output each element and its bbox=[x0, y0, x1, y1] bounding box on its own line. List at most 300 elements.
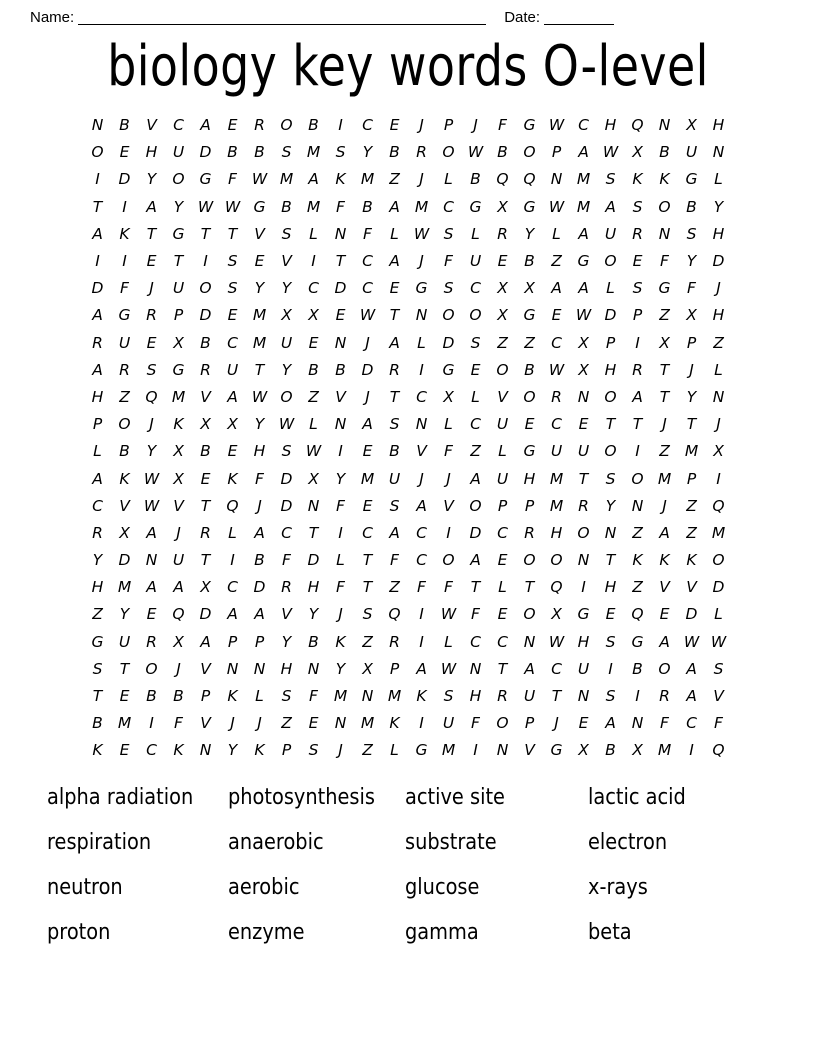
word-list-item[interactable]: respiration bbox=[47, 829, 152, 855]
grid-letter[interactable]: F bbox=[282, 551, 291, 570]
grid-letter[interactable]: X bbox=[173, 632, 184, 651]
grid-letter[interactable]: R bbox=[254, 116, 265, 135]
grid-letter[interactable]: E bbox=[551, 306, 562, 325]
grid-letter[interactable]: E bbox=[227, 116, 238, 135]
grid-letter[interactable]: X bbox=[578, 741, 589, 760]
grid-letter[interactable]: Z bbox=[119, 387, 130, 406]
grid-letter[interactable]: I bbox=[230, 551, 235, 570]
grid-letter[interactable]: W bbox=[224, 197, 241, 216]
grid-letter[interactable]: E bbox=[470, 360, 481, 379]
grid-letter[interactable]: R bbox=[200, 360, 211, 379]
grid-letter[interactable]: W bbox=[440, 605, 457, 624]
grid-letter[interactable]: T bbox=[335, 252, 346, 271]
grid-letter[interactable]: T bbox=[659, 360, 670, 379]
grid-letter[interactable]: A bbox=[308, 170, 319, 189]
grid-letter[interactable]: C bbox=[470, 279, 481, 298]
grid-letter[interactable]: H bbox=[550, 523, 563, 542]
grid-letter[interactable]: U bbox=[685, 143, 698, 162]
grid-letter[interactable]: B bbox=[119, 442, 130, 461]
grid-letter[interactable]: C bbox=[443, 197, 454, 216]
grid-letter[interactable]: S bbox=[227, 252, 238, 271]
grid-letter[interactable]: L bbox=[93, 442, 102, 461]
grid-letter[interactable]: X bbox=[632, 143, 643, 162]
grid-letter[interactable]: M bbox=[117, 578, 132, 597]
grid-letter[interactable]: I bbox=[419, 605, 424, 624]
grid-letter[interactable]: G bbox=[172, 360, 185, 379]
grid-letter[interactable]: Y bbox=[146, 442, 157, 461]
grid-letter[interactable]: G bbox=[685, 170, 698, 189]
grid-letter[interactable]: O bbox=[172, 170, 185, 189]
grid-letter[interactable]: A bbox=[254, 523, 265, 542]
grid-letter[interactable]: I bbox=[311, 252, 316, 271]
grid-letter[interactable]: I bbox=[149, 714, 154, 733]
grid-letter[interactable]: N bbox=[658, 224, 671, 243]
grid-letter[interactable]: H bbox=[91, 578, 104, 597]
word-list-item[interactable]: glucose bbox=[405, 874, 480, 900]
grid-letter[interactable]: L bbox=[228, 523, 237, 542]
grid-letter[interactable]: W bbox=[413, 224, 430, 243]
grid-letter[interactable]: A bbox=[659, 523, 670, 542]
grid-letter[interactable]: L bbox=[471, 387, 480, 406]
grid-letter[interactable]: O bbox=[442, 306, 455, 325]
grid-letter[interactable]: B bbox=[497, 143, 508, 162]
grid-letter[interactable]: K bbox=[659, 551, 670, 570]
grid-letter[interactable]: C bbox=[551, 333, 562, 352]
grid-letter[interactable]: H bbox=[712, 224, 725, 243]
grid-letter[interactable]: S bbox=[281, 224, 292, 243]
grid-letter[interactable]: V bbox=[173, 496, 184, 515]
grid-letter[interactable]: A bbox=[389, 333, 400, 352]
grid-letter[interactable]: K bbox=[416, 687, 427, 706]
grid-letter[interactable]: O bbox=[658, 197, 671, 216]
grid-letter[interactable]: H bbox=[604, 578, 617, 597]
grid-letter[interactable]: A bbox=[578, 143, 589, 162]
grid-letter[interactable]: P bbox=[227, 632, 238, 651]
grid-letter[interactable]: R bbox=[200, 523, 211, 542]
grid-letter[interactable]: C bbox=[281, 523, 292, 542]
grid-letter[interactable]: Y bbox=[146, 170, 157, 189]
grid-letter[interactable]: Y bbox=[686, 252, 697, 271]
grid-letter[interactable]: U bbox=[118, 333, 131, 352]
grid-letter[interactable]: V bbox=[200, 387, 211, 406]
grid-letter[interactable]: U bbox=[226, 360, 239, 379]
grid-letter[interactable]: P bbox=[497, 496, 508, 515]
grid-letter[interactable]: S bbox=[281, 442, 292, 461]
grid-letter[interactable]: W bbox=[197, 197, 214, 216]
grid-letter[interactable]: D bbox=[280, 496, 293, 515]
grid-letter[interactable]: S bbox=[443, 224, 454, 243]
grid-letter[interactable]: R bbox=[551, 387, 562, 406]
grid-letter[interactable]: J bbox=[419, 170, 424, 189]
grid-letter[interactable]: X bbox=[119, 523, 130, 542]
grid-letter[interactable]: U bbox=[577, 442, 590, 461]
grid-letter[interactable]: R bbox=[659, 687, 670, 706]
grid-letter[interactable]: T bbox=[551, 687, 562, 706]
grid-letter[interactable]: I bbox=[338, 442, 343, 461]
grid-letter[interactable]: J bbox=[419, 116, 424, 135]
grid-letter[interactable]: R bbox=[632, 360, 643, 379]
grid-letter[interactable]: J bbox=[338, 741, 343, 760]
grid-letter[interactable]: F bbox=[444, 442, 453, 461]
grid-letter[interactable]: A bbox=[227, 387, 238, 406]
grid-letter[interactable]: C bbox=[551, 659, 562, 678]
grid-letter[interactable]: B bbox=[659, 143, 670, 162]
grid-letter[interactable]: R bbox=[119, 360, 130, 379]
grid-letter[interactable]: M bbox=[333, 687, 348, 706]
grid-letter[interactable]: Y bbox=[605, 496, 616, 515]
grid-letter[interactable]: M bbox=[306, 197, 321, 216]
grid-letter[interactable]: N bbox=[658, 116, 671, 135]
word-list-item[interactable]: anaerobic bbox=[228, 829, 324, 855]
grid-letter[interactable]: T bbox=[173, 252, 184, 271]
grid-letter[interactable]: R bbox=[389, 632, 400, 651]
grid-letter[interactable]: N bbox=[307, 659, 320, 678]
grid-letter[interactable]: O bbox=[631, 469, 644, 488]
grid-letter[interactable]: O bbox=[712, 551, 725, 570]
grid-letter[interactable]: M bbox=[549, 469, 564, 488]
grid-letter[interactable]: S bbox=[335, 143, 346, 162]
grid-letter[interactable]: Q bbox=[226, 496, 239, 515]
grid-letter[interactable]: O bbox=[604, 442, 617, 461]
grid-letter[interactable]: D bbox=[685, 605, 698, 624]
grid-letter[interactable]: Y bbox=[713, 197, 724, 216]
grid-letter[interactable]: S bbox=[443, 279, 454, 298]
grid-letter[interactable]: O bbox=[118, 415, 131, 434]
grid-letter[interactable]: X bbox=[362, 659, 373, 678]
grid-letter[interactable]: I bbox=[95, 170, 100, 189]
grid-letter[interactable]: C bbox=[92, 496, 103, 515]
grid-letter[interactable]: O bbox=[604, 387, 617, 406]
grid-letter[interactable]: I bbox=[473, 741, 478, 760]
grid-letter[interactable]: A bbox=[389, 252, 400, 271]
grid-letter[interactable]: J bbox=[419, 469, 424, 488]
grid-letter[interactable]: J bbox=[230, 714, 235, 733]
grid-letter[interactable]: X bbox=[443, 387, 454, 406]
grid-letter[interactable]: E bbox=[308, 333, 319, 352]
grid-letter[interactable]: W bbox=[683, 632, 700, 651]
grid-letter[interactable]: T bbox=[200, 224, 211, 243]
grid-letter[interactable]: C bbox=[362, 252, 373, 271]
grid-letter[interactable]: H bbox=[307, 578, 320, 597]
grid-letter[interactable]: D bbox=[469, 523, 482, 542]
grid-letter[interactable]: X bbox=[308, 469, 319, 488]
grid-letter[interactable]: E bbox=[389, 116, 400, 135]
grid-letter[interactable]: Q bbox=[712, 741, 725, 760]
grid-letter[interactable]: V bbox=[200, 714, 211, 733]
grid-letter[interactable]: H bbox=[280, 659, 293, 678]
grid-letter[interactable]: B bbox=[308, 632, 319, 651]
grid-letter[interactable]: C bbox=[362, 116, 373, 135]
word-list-item[interactable]: alpha radiation bbox=[47, 784, 194, 810]
grid-letter[interactable]: W bbox=[143, 469, 160, 488]
grid-letter[interactable]: B bbox=[308, 360, 319, 379]
grid-letter[interactable]: R bbox=[389, 360, 400, 379]
grid-letter[interactable]: O bbox=[145, 659, 158, 678]
grid-letter[interactable]: B bbox=[254, 551, 265, 570]
grid-letter[interactable]: K bbox=[389, 714, 400, 733]
grid-letter[interactable]: W bbox=[467, 143, 484, 162]
grid-letter[interactable]: I bbox=[689, 741, 694, 760]
grid-letter[interactable]: T bbox=[119, 659, 130, 678]
grid-letter[interactable]: X bbox=[659, 333, 670, 352]
grid-letter[interactable]: G bbox=[523, 116, 536, 135]
grid-letter[interactable]: E bbox=[308, 714, 319, 733]
grid-letter[interactable]: J bbox=[446, 469, 451, 488]
grid-letter[interactable]: D bbox=[280, 469, 293, 488]
grid-letter[interactable]: R bbox=[578, 496, 589, 515]
grid-letter[interactable]: B bbox=[686, 197, 697, 216]
grid-letter[interactable]: D bbox=[118, 551, 131, 570]
grid-letter[interactable]: Z bbox=[362, 741, 373, 760]
grid-letter[interactable]: C bbox=[416, 387, 427, 406]
grid-letter[interactable]: N bbox=[334, 415, 347, 434]
grid-letter[interactable]: N bbox=[631, 496, 644, 515]
grid-letter[interactable]: T bbox=[632, 415, 643, 434]
grid-letter[interactable]: S bbox=[389, 496, 400, 515]
grid-letter[interactable]: L bbox=[309, 415, 318, 434]
grid-letter[interactable]: T bbox=[389, 387, 400, 406]
grid-letter[interactable]: A bbox=[686, 659, 697, 678]
grid-letter[interactable]: E bbox=[578, 714, 589, 733]
grid-letter[interactable]: S bbox=[281, 687, 292, 706]
grid-letter[interactable]: G bbox=[415, 279, 428, 298]
grid-letter[interactable]: I bbox=[716, 469, 721, 488]
grid-letter[interactable]: R bbox=[92, 333, 103, 352]
grid-letter[interactable]: G bbox=[658, 279, 671, 298]
grid-letter[interactable]: C bbox=[551, 415, 562, 434]
grid-letter[interactable]: Y bbox=[524, 224, 535, 243]
grid-letter[interactable]: B bbox=[524, 360, 535, 379]
grid-letter[interactable]: Z bbox=[497, 333, 508, 352]
grid-letter[interactable]: N bbox=[91, 116, 104, 135]
grid-letter[interactable]: V bbox=[416, 442, 427, 461]
grid-letter[interactable]: J bbox=[149, 279, 154, 298]
grid-letter[interactable]: E bbox=[362, 442, 373, 461]
grid-letter[interactable]: C bbox=[497, 523, 508, 542]
grid-letter[interactable]: E bbox=[146, 252, 157, 271]
grid-letter[interactable]: G bbox=[91, 632, 104, 651]
grid-letter[interactable]: D bbox=[712, 578, 725, 597]
grid-letter[interactable]: T bbox=[470, 578, 481, 597]
grid-letter[interactable]: E bbox=[119, 741, 130, 760]
grid-letter[interactable]: R bbox=[416, 143, 427, 162]
grid-letter[interactable]: J bbox=[257, 714, 262, 733]
grid-letter[interactable]: A bbox=[254, 605, 265, 624]
grid-letter[interactable]: F bbox=[444, 252, 453, 271]
word-list-item[interactable]: electron bbox=[588, 829, 668, 855]
grid-letter[interactable]: X bbox=[173, 333, 184, 352]
grid-letter[interactable]: Q bbox=[550, 578, 563, 597]
grid-letter[interactable]: M bbox=[414, 197, 429, 216]
grid-letter[interactable]: F bbox=[660, 714, 669, 733]
grid-letter[interactable]: L bbox=[336, 551, 345, 570]
grid-letter[interactable]: G bbox=[172, 224, 185, 243]
grid-letter[interactable]: K bbox=[632, 551, 643, 570]
grid-letter[interactable]: N bbox=[253, 659, 266, 678]
grid-letter[interactable]: D bbox=[712, 252, 725, 271]
grid-letter[interactable]: A bbox=[146, 578, 157, 597]
grid-letter[interactable]: Y bbox=[362, 143, 373, 162]
grid-letter[interactable]: A bbox=[92, 360, 103, 379]
grid-letter[interactable]: B bbox=[605, 741, 616, 760]
grid-letter[interactable]: C bbox=[146, 741, 157, 760]
grid-letter[interactable]: M bbox=[711, 523, 726, 542]
grid-letter[interactable]: S bbox=[443, 687, 454, 706]
grid-letter[interactable]: M bbox=[360, 170, 375, 189]
grid-letter[interactable]: U bbox=[523, 687, 536, 706]
grid-letter[interactable]: N bbox=[226, 659, 239, 678]
grid-letter[interactable]: V bbox=[146, 116, 157, 135]
grid-letter[interactable]: T bbox=[92, 197, 103, 216]
grid-letter[interactable]: S bbox=[308, 741, 319, 760]
grid-letter[interactable]: V bbox=[281, 252, 292, 271]
grid-letter[interactable]: G bbox=[253, 197, 266, 216]
word-list-item[interactable]: lactic acid bbox=[588, 784, 686, 810]
grid-letter[interactable]: Q bbox=[145, 387, 158, 406]
grid-letter[interactable]: J bbox=[716, 415, 721, 434]
grid-letter[interactable]: S bbox=[92, 659, 103, 678]
grid-letter[interactable]: P bbox=[200, 687, 211, 706]
grid-letter[interactable]: I bbox=[122, 197, 127, 216]
grid-letter[interactable]: D bbox=[253, 578, 266, 597]
grid-letter[interactable]: L bbox=[255, 687, 264, 706]
grid-letter[interactable]: Z bbox=[551, 252, 562, 271]
grid-letter[interactable]: H bbox=[604, 360, 617, 379]
grid-letter[interactable]: H bbox=[577, 632, 590, 651]
grid-letter[interactable]: A bbox=[92, 469, 103, 488]
grid-letter[interactable]: G bbox=[550, 741, 563, 760]
grid-letter[interactable]: W bbox=[251, 387, 268, 406]
grid-letter[interactable]: O bbox=[523, 605, 536, 624]
grid-letter[interactable]: X bbox=[524, 279, 535, 298]
grid-letter[interactable]: U bbox=[172, 551, 185, 570]
grid-letter[interactable]: P bbox=[173, 306, 184, 325]
grid-letter[interactable]: V bbox=[497, 387, 508, 406]
grid-letter[interactable]: O bbox=[280, 116, 293, 135]
grid-letter[interactable]: A bbox=[389, 197, 400, 216]
grid-letter[interactable]: F bbox=[498, 116, 507, 135]
grid-letter[interactable]: Z bbox=[389, 578, 400, 597]
grid-letter[interactable]: F bbox=[228, 170, 237, 189]
grid-letter[interactable]: U bbox=[604, 224, 617, 243]
grid-letter[interactable]: Y bbox=[254, 279, 265, 298]
grid-letter[interactable]: V bbox=[659, 578, 670, 597]
grid-letter[interactable]: A bbox=[470, 469, 481, 488]
grid-letter[interactable]: Q bbox=[523, 170, 536, 189]
grid-letter[interactable]: Y bbox=[281, 360, 292, 379]
grid-letter[interactable]: L bbox=[471, 224, 480, 243]
grid-letter[interactable]: Y bbox=[686, 387, 697, 406]
word-list-item[interactable]: x-rays bbox=[588, 874, 648, 900]
grid-letter[interactable]: A bbox=[659, 632, 670, 651]
grid-letter[interactable]: X bbox=[173, 469, 184, 488]
grid-letter[interactable]: L bbox=[444, 632, 453, 651]
grid-letter[interactable]: X bbox=[497, 279, 508, 298]
grid-letter[interactable]: B bbox=[335, 360, 346, 379]
grid-letter[interactable]: H bbox=[145, 143, 158, 162]
grid-letter[interactable]: C bbox=[227, 578, 238, 597]
grid-letter[interactable]: W bbox=[278, 415, 295, 434]
grid-letter[interactable]: A bbox=[470, 551, 481, 570]
grid-letter[interactable]: U bbox=[496, 469, 509, 488]
grid-letter[interactable]: F bbox=[417, 578, 426, 597]
grid-letter[interactable]: N bbox=[415, 306, 428, 325]
grid-letter[interactable]: K bbox=[686, 551, 697, 570]
grid-letter[interactable]: T bbox=[524, 578, 535, 597]
grid-letter[interactable]: N bbox=[415, 415, 428, 434]
grid-letter[interactable]: K bbox=[92, 741, 103, 760]
grid-letter[interactable]: K bbox=[227, 469, 238, 488]
name-input-line[interactable] bbox=[78, 10, 486, 25]
grid-letter[interactable]: P bbox=[524, 714, 535, 733]
grid-letter[interactable]: A bbox=[92, 306, 103, 325]
grid-letter[interactable]: C bbox=[362, 279, 373, 298]
grid-letter[interactable]: A bbox=[92, 224, 103, 243]
grid-letter[interactable]: T bbox=[254, 360, 265, 379]
grid-letter[interactable]: L bbox=[309, 224, 318, 243]
grid-letter[interactable]: B bbox=[524, 252, 535, 271]
grid-letter[interactable]: E bbox=[119, 143, 130, 162]
grid-letter[interactable]: J bbox=[554, 714, 559, 733]
grid-letter[interactable]: U bbox=[388, 469, 401, 488]
grid-letter[interactable]: D bbox=[199, 306, 212, 325]
grid-letter[interactable]: R bbox=[497, 224, 508, 243]
grid-letter[interactable]: W bbox=[440, 659, 457, 678]
grid-letter[interactable]: R bbox=[146, 306, 157, 325]
grid-letter[interactable]: E bbox=[524, 415, 535, 434]
grid-letter[interactable]: V bbox=[254, 224, 265, 243]
grid-letter[interactable]: E bbox=[146, 333, 157, 352]
grid-letter[interactable]: T bbox=[308, 523, 319, 542]
grid-letter[interactable]: X bbox=[578, 360, 589, 379]
grid-letter[interactable]: N bbox=[199, 741, 212, 760]
grid-letter[interactable]: Q bbox=[631, 116, 644, 135]
grid-letter[interactable]: V bbox=[713, 687, 724, 706]
grid-letter[interactable]: B bbox=[92, 714, 103, 733]
grid-letter[interactable]: F bbox=[309, 687, 318, 706]
word-list-item[interactable]: gamma bbox=[405, 919, 479, 945]
grid-letter[interactable]: T bbox=[389, 306, 400, 325]
grid-letter[interactable]: E bbox=[146, 605, 157, 624]
grid-letter[interactable]: F bbox=[471, 605, 480, 624]
grid-letter[interactable]: I bbox=[581, 578, 586, 597]
grid-letter[interactable]: A bbox=[146, 523, 157, 542]
grid-letter[interactable]: T bbox=[227, 224, 238, 243]
grid-letter[interactable]: S bbox=[362, 605, 373, 624]
grid-letter[interactable]: M bbox=[252, 333, 267, 352]
grid-letter[interactable]: U bbox=[172, 143, 185, 162]
grid-letter[interactable]: Q bbox=[496, 170, 509, 189]
grid-letter[interactable]: Y bbox=[308, 605, 319, 624]
grid-letter[interactable]: I bbox=[122, 252, 127, 271]
grid-letter[interactable]: K bbox=[119, 469, 130, 488]
grid-letter[interactable]: O bbox=[604, 252, 617, 271]
grid-letter[interactable]: J bbox=[419, 252, 424, 271]
grid-letter[interactable]: L bbox=[714, 170, 723, 189]
grid-letter[interactable]: P bbox=[686, 469, 697, 488]
grid-letter[interactable]: B bbox=[389, 442, 400, 461]
grid-letter[interactable]: U bbox=[280, 333, 293, 352]
grid-letter[interactable]: O bbox=[523, 143, 536, 162]
grid-letter[interactable]: D bbox=[442, 333, 455, 352]
grid-letter[interactable]: P bbox=[524, 496, 535, 515]
grid-letter[interactable]: K bbox=[335, 632, 346, 651]
grid-letter[interactable]: K bbox=[227, 687, 238, 706]
grid-letter[interactable]: O bbox=[469, 306, 482, 325]
grid-letter[interactable]: C bbox=[578, 116, 589, 135]
grid-letter[interactable]: D bbox=[199, 605, 212, 624]
grid-letter[interactable]: M bbox=[441, 741, 456, 760]
